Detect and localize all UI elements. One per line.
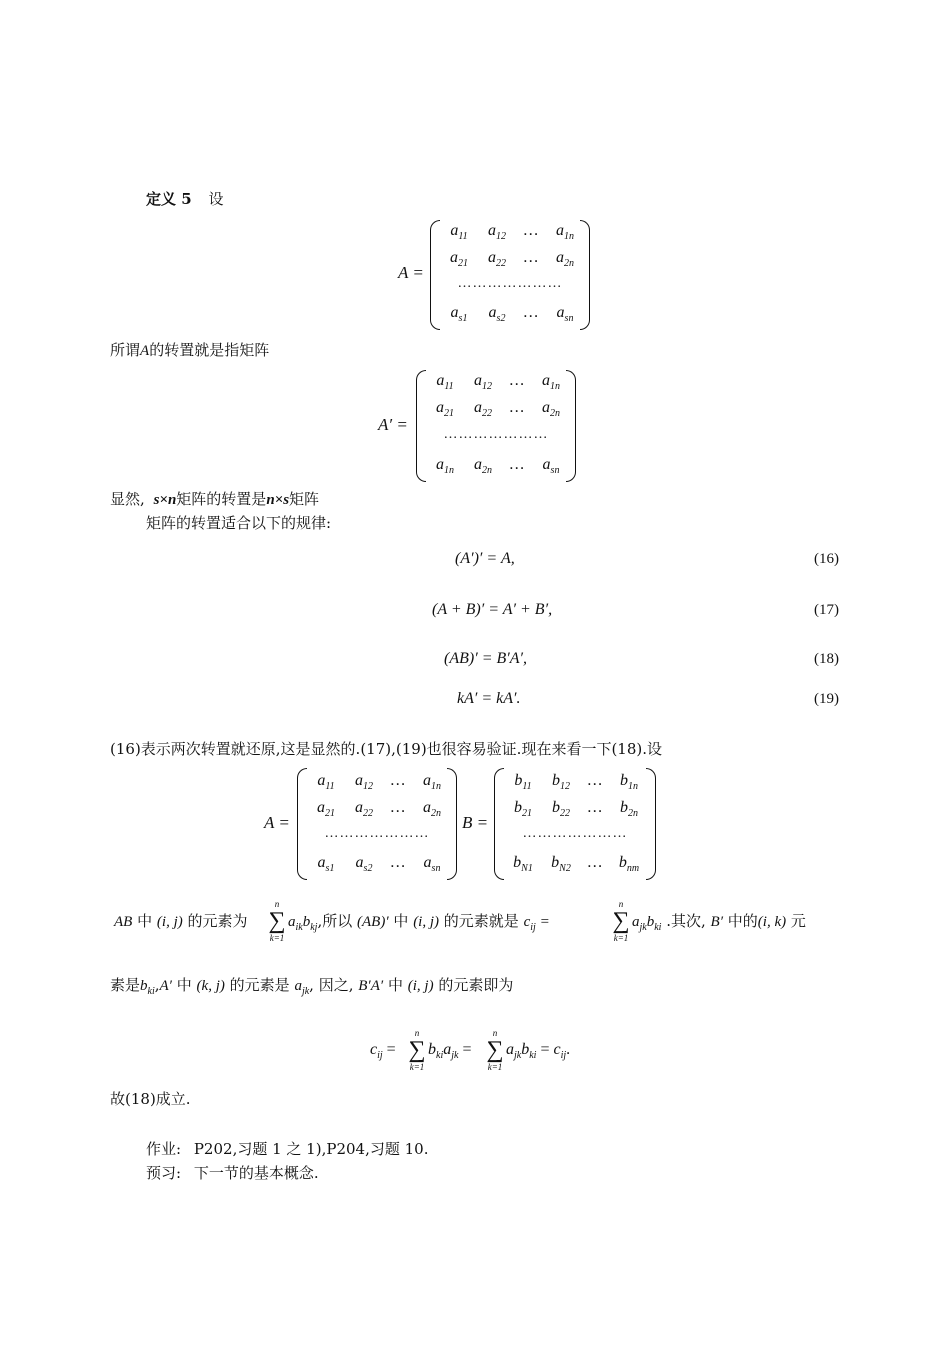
matrix-cell: $a_{1n}$: [542, 372, 560, 393]
preview-label: 预习:: [146, 1164, 182, 1182]
math-expr: AB: [114, 914, 133, 930]
text-run: 的转置就是指矩阵: [149, 341, 270, 359]
math-op: =: [540, 914, 550, 930]
matrix-row: [494, 772, 656, 794]
preview-line: [146, 1163, 319, 1183]
math-var: b: [140, 978, 148, 994]
math-var: a: [506, 1041, 514, 1058]
math-expr: (AB)′: [357, 914, 389, 930]
matrix-cell: …: [523, 304, 539, 321]
matrix-cell: $a_{22}$: [355, 799, 373, 820]
matrix-cell: $b_{21}$: [514, 799, 532, 820]
matrix-cell: $a_{2n}$: [474, 456, 492, 477]
equation-number: (19): [814, 691, 839, 707]
matrix-cell: $a_{1n}$: [436, 456, 454, 477]
math-var: b: [428, 1041, 436, 1058]
math-expr: (i, j): [413, 914, 440, 930]
equation-number: (16): [814, 551, 839, 567]
matrix-row: [416, 372, 576, 394]
matrix-cell: $a_{21}$: [317, 799, 335, 820]
subscript: ki: [147, 986, 155, 997]
math-var: a: [294, 978, 302, 994]
math-var: b: [646, 914, 655, 930]
homework-text: P202,习题 1 之 1),P204,习题 10.: [193, 1140, 429, 1158]
math-expr: (i, j): [156, 914, 183, 930]
element-line: [110, 975, 513, 1002]
math-var: c: [553, 1041, 561, 1058]
sigma-icon: ∑: [268, 908, 286, 934]
matrix-a-transpose: [416, 370, 576, 482]
matrix-cell: $a_{12}$: [474, 372, 492, 393]
final-eq-mid: [428, 1040, 471, 1066]
equation-18: (AB)′ = B′A′,: [444, 650, 528, 667]
text-run: ,所以: [317, 912, 353, 930]
matrix-cell: $b_{nm}$: [618, 854, 640, 875]
text-run: .其次,: [666, 912, 706, 930]
summation: [408, 1028, 426, 1072]
obvious-line: [110, 489, 319, 510]
subscript: ki: [529, 1050, 537, 1062]
text-run: 素是: [110, 976, 141, 994]
math-expr: B′: [710, 914, 723, 930]
ab-element-line-cont: [288, 911, 549, 938]
text-run: 中: [176, 976, 192, 994]
math-var: b: [521, 1041, 530, 1058]
matrix-cell: $a_{12}$: [355, 772, 373, 793]
subscript: ij: [530, 922, 536, 933]
matrix-cell: $a_{21}$: [436, 399, 454, 420]
subscript: ij: [377, 1050, 383, 1062]
matrix-cell: $a_{1n}$: [423, 772, 441, 793]
math-expr: s×n: [153, 492, 177, 508]
ab-element-line-end: [632, 911, 806, 938]
matrix-row: [430, 249, 590, 271]
ab-element-line: [114, 911, 248, 932]
math-var: a: [632, 914, 640, 930]
equation-number: (17): [814, 602, 839, 618]
matrix-cell: $a_{s2}$: [488, 304, 506, 325]
matrix-row: [297, 799, 457, 821]
math-var: c: [370, 1041, 378, 1058]
text-run: 元: [790, 912, 806, 930]
matrix-cell: …: [390, 854, 406, 871]
conclusion-text: 故(18)成立.: [110, 1090, 191, 1108]
matrix-dots: …………………: [522, 826, 628, 841]
matrix-cell: $a_{12}$: [488, 222, 506, 243]
subscript: jk: [451, 1050, 459, 1062]
matrix-cell: $a_{s2}$: [355, 854, 373, 875]
math-expr: (k, j): [196, 978, 225, 994]
matrix-cell: $a_{11}$: [450, 222, 468, 243]
matrix-cell: $a_{21}$: [450, 249, 468, 270]
math-op: .: [566, 1041, 571, 1058]
final-eq-rhs: [506, 1040, 570, 1066]
text-run: 的元素即为: [438, 976, 514, 994]
matrix-cell: $a_{22}$: [474, 399, 492, 420]
subscript: ki: [654, 922, 662, 933]
matrix-cell: $b_{2n}$: [620, 799, 638, 820]
matrix-cell: …: [523, 222, 539, 239]
matrix-cell: …: [523, 249, 539, 266]
sum-upper: n: [274, 899, 280, 909]
matrix-cell: …: [587, 799, 603, 816]
final-eq-lhs: [370, 1040, 396, 1066]
matrix-cell: …: [587, 772, 603, 789]
text-run: 的元素就是: [443, 912, 519, 930]
matrix-cell: $a_{s1}$: [450, 304, 468, 325]
matrix-cell: $b_{N1}$: [513, 854, 533, 875]
equation-19: kA′ = kA′.: [457, 690, 521, 707]
matrix-cell: …: [509, 372, 525, 389]
summation: [612, 899, 630, 943]
equation-number: (18): [814, 651, 839, 667]
matrix-cell: …: [509, 399, 525, 416]
matrix-cell: $a_{2n}$: [542, 399, 560, 420]
math-expr: (i, k): [757, 914, 787, 930]
matrix-a2-label: A =: [264, 813, 290, 832]
equation-17: (A + B)′ = A′ + B′,: [432, 601, 553, 618]
explanation-text: (16)表示两次转置就还原,这是显然的.(17),(19)也很容易验证.现在来看一下(18).设: [110, 740, 663, 758]
matrix-cell: $b_{12}$: [552, 772, 570, 793]
sigma-icon: ∑: [486, 1037, 504, 1063]
matrix-cell: $a_{11}$: [436, 372, 454, 393]
subscript: jk: [301, 986, 310, 997]
matrix-cell: …: [587, 854, 603, 871]
matrix-cell: $a_{2n}$: [556, 249, 574, 270]
matrix-cell: …: [509, 456, 525, 473]
math-var: a: [443, 1041, 452, 1058]
sum-lower: k=1: [487, 1062, 503, 1072]
math-var: c: [523, 914, 531, 930]
text-run: 中的: [727, 912, 758, 930]
matrix-a-second: [297, 768, 457, 880]
sum-upper: n: [414, 1028, 420, 1038]
matrix-row: [494, 799, 656, 821]
summation: [486, 1028, 504, 1072]
math-expr: B′A′: [358, 978, 384, 994]
sum-upper: n: [618, 899, 624, 909]
matrix-dots: …………………: [443, 427, 549, 442]
text-run: 所谓: [110, 341, 141, 359]
matrix-cell: $a_{s1}$: [317, 854, 335, 875]
math-var: a: [288, 914, 296, 930]
math-expr: (i, j): [407, 978, 434, 994]
matrix-row: [297, 854, 457, 876]
subscript: jk: [514, 1050, 522, 1062]
homework-line: [146, 1139, 428, 1159]
subscript: ij: [560, 1050, 567, 1062]
text-run: ,: [154, 976, 160, 994]
text-run: 矩阵的转置是: [176, 490, 267, 508]
text-run: 中: [393, 912, 409, 930]
homework-label: 作业:: [146, 1140, 182, 1158]
math-var: b: [302, 914, 311, 930]
matrix-cell: $a_{1n}$: [556, 222, 574, 243]
math-op: =: [462, 1041, 472, 1058]
matrix-row: [494, 854, 656, 876]
subscript: jk: [639, 922, 647, 933]
summation: [268, 899, 286, 943]
matrix-b: [494, 768, 656, 880]
matrix-row: [430, 304, 590, 326]
subscript: ki: [436, 1050, 444, 1062]
text-run: 矩阵: [289, 490, 320, 508]
matrix-a-label: A =: [398, 263, 424, 282]
matrix-cell: $b_{1n}$: [620, 772, 638, 793]
matrix-cell: $a_{sn}$: [423, 854, 441, 875]
matrix-row: [416, 456, 576, 478]
text-run: 显然,: [110, 490, 145, 508]
text-run: 中: [137, 912, 153, 930]
matrix-cell: $a_{sn}$: [542, 456, 560, 477]
definition-text: 设: [208, 190, 224, 208]
subscript: ik: [295, 922, 303, 933]
transpose-intro: [110, 340, 269, 361]
matrix-cell: $b_{11}$: [514, 772, 532, 793]
matrix-b-label: B =: [462, 813, 489, 832]
text-run: 中: [387, 976, 403, 994]
sigma-icon: ∑: [408, 1037, 426, 1063]
matrix-dots: …………………: [324, 826, 430, 841]
math-op: =: [386, 1041, 396, 1058]
matrix-cell: $a_{2n}$: [423, 799, 441, 820]
matrix-cell: $a_{sn}$: [556, 304, 574, 325]
definition-line: [146, 189, 223, 209]
matrix-dots: …………………: [457, 276, 563, 291]
preview-text: 下一节的基本概念.: [193, 1164, 319, 1182]
sum-lower: k=1: [613, 933, 629, 943]
sum-upper: n: [492, 1028, 498, 1038]
equation-16: (A′)′ = A,: [455, 550, 515, 567]
matrix-row: [297, 772, 457, 794]
text-run: 的元素是: [229, 976, 290, 994]
sum-lower: k=1: [409, 1062, 425, 1072]
text-run: 的元素为: [187, 912, 248, 930]
math-expr: A′: [159, 978, 172, 994]
matrix-cell: …: [390, 799, 406, 816]
matrix-row: [416, 399, 576, 421]
definition-label: 定义 5: [146, 190, 192, 208]
subscript: kj: [310, 922, 318, 933]
sum-lower: k=1: [269, 933, 285, 943]
matrix-cell: $a_{22}$: [488, 249, 506, 270]
matrix-a: [430, 220, 590, 330]
matrix-cell: $a_{11}$: [317, 772, 335, 793]
rules-intro: 矩阵的转置适合以下的规律:: [146, 514, 332, 532]
math-var: A: [140, 343, 150, 359]
matrix-cell: …: [390, 772, 406, 789]
matrix-cell: $b_{22}$: [552, 799, 570, 820]
matrix-cell: $b_{N2}$: [551, 854, 571, 875]
matrix-row: [430, 222, 590, 244]
sigma-icon: ∑: [612, 908, 630, 934]
math-op: =: [540, 1041, 550, 1058]
matrix-at-label: A′ =: [378, 415, 408, 434]
text-run: , 因之,: [309, 976, 354, 994]
math-expr: n×s: [266, 492, 290, 508]
